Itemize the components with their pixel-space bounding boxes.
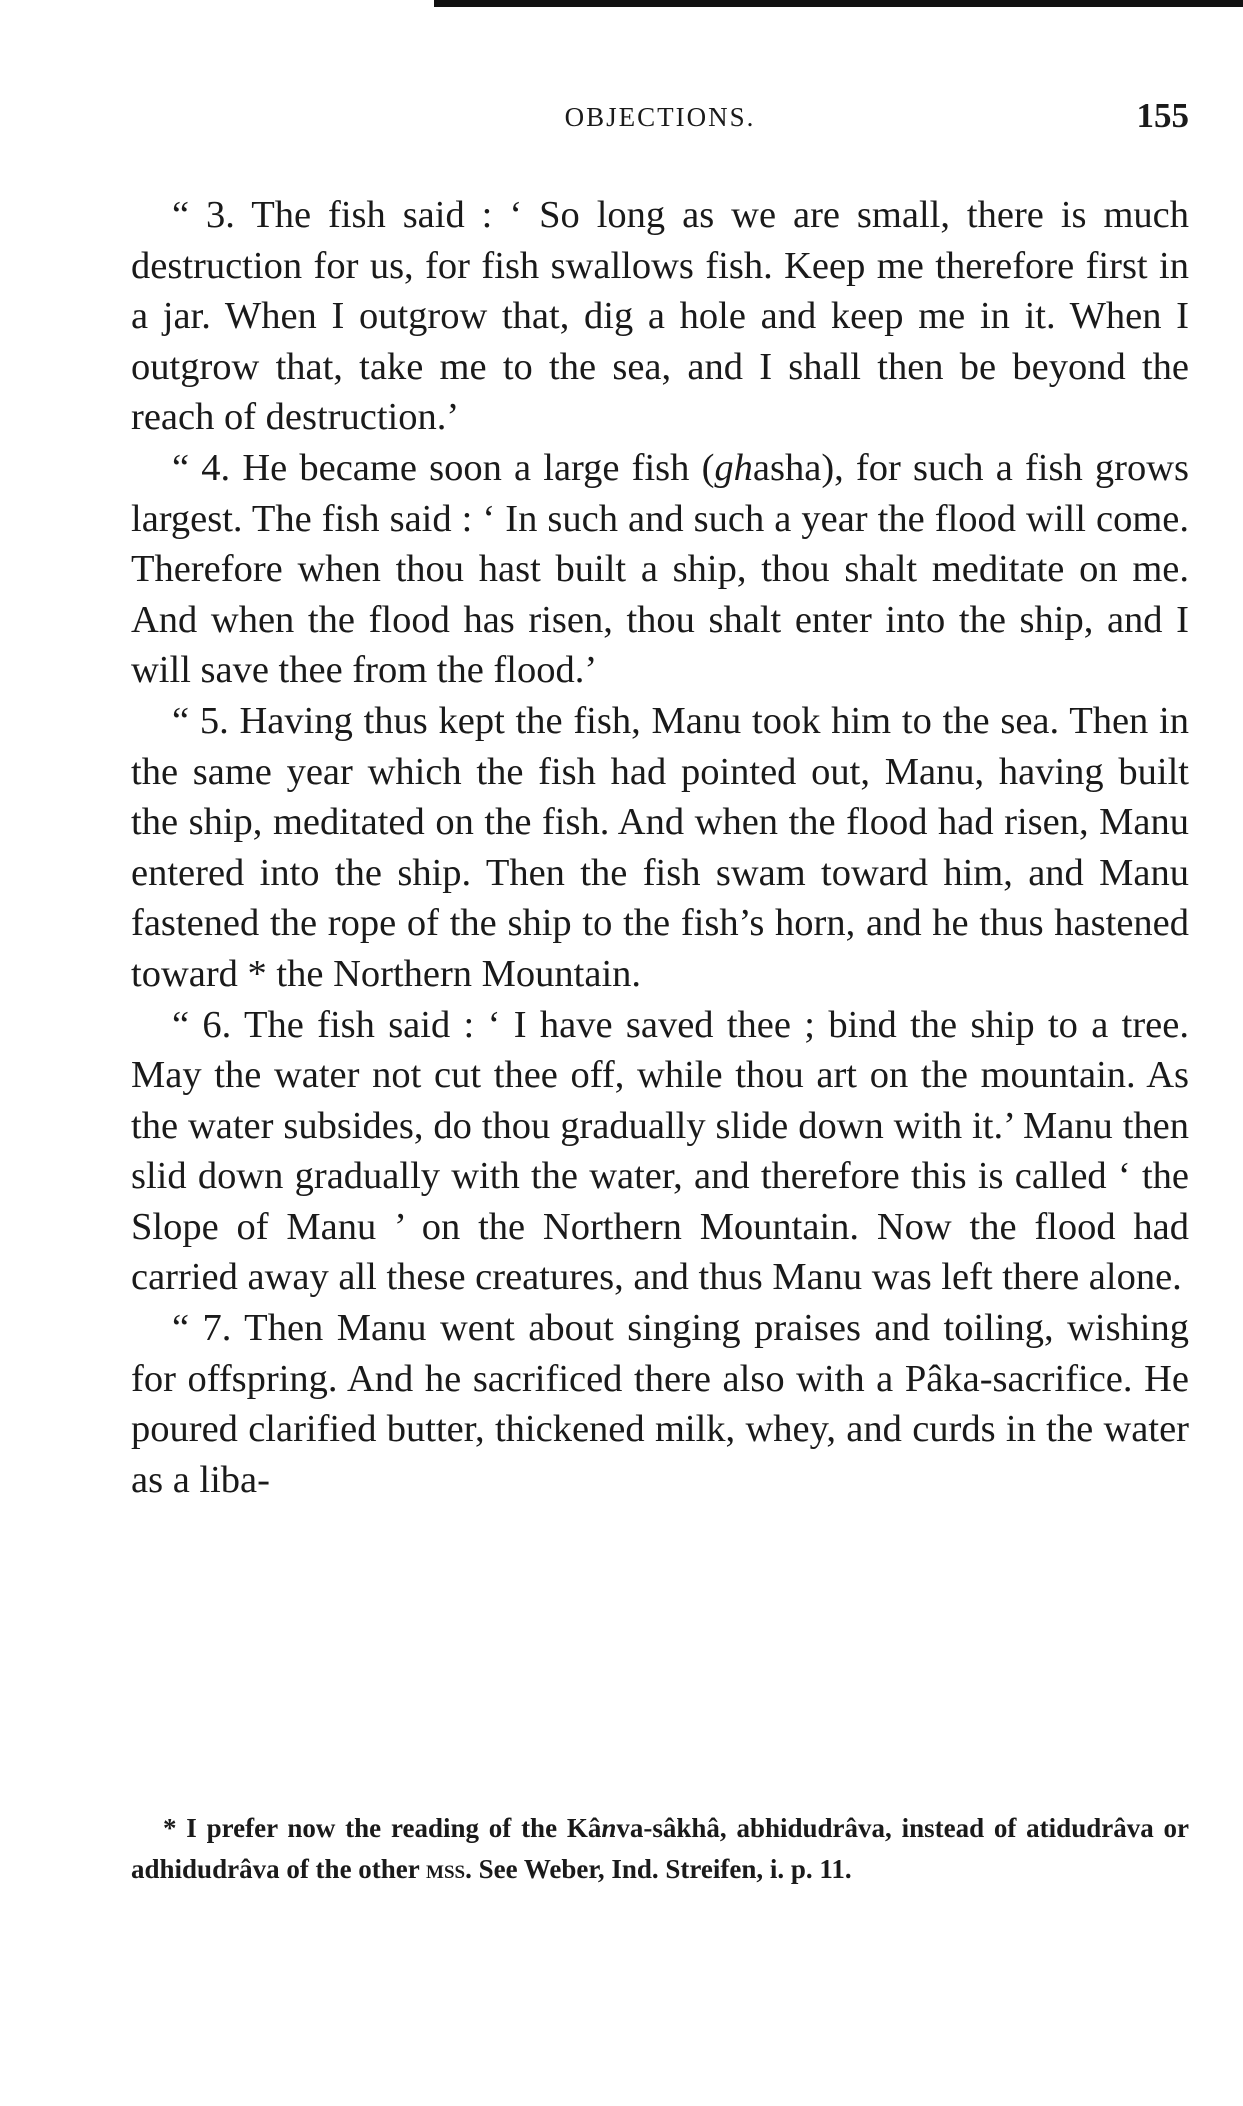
paragraph-text: Then Manu went about singing praises and toiling, wishing for offspring. And he sacrificed there also with a Pâka-sacrifice. He poured clarified butter, thickened milk, whey, and curds in the water as a liba- bbox=[131, 1307, 1189, 1501]
top-rule bbox=[434, 0, 1243, 7]
page-number: 155 bbox=[1136, 96, 1189, 135]
footnote bbox=[131, 1808, 1189, 1890]
body-text bbox=[131, 190, 1189, 1505]
italic-term: gh bbox=[714, 446, 753, 489]
paragraph-text: asha), for such a fish grows largest. The fish said : ‘ In such and such a year the flood will come. Therefore when thou hast built a ship, thou shalt meditate on me. And when the flood has risen, thou shalt enter into the ship, and I will save thee from the flood.’ bbox=[131, 446, 1190, 692]
footnote-text: See Weber, Ind. Streifen, i. p. 11. bbox=[478, 1854, 852, 1884]
paragraph-4 bbox=[131, 443, 1189, 696]
paragraph-number: “ 5. bbox=[172, 699, 229, 742]
footnote-mss: mss. bbox=[426, 1854, 472, 1884]
paragraph-text: He became soon a large fish ( bbox=[242, 446, 715, 489]
footnote-text: va-sâkhâ, abhidudrâva, instead of atidudrâva or adhidudrâva of the other bbox=[131, 1813, 1189, 1884]
footnote-italic: n bbox=[601, 1813, 617, 1843]
paragraph-text: The fish said : ‘ I have saved thee ; bind the ship to a tree. May the water not cut thee off, while thou art on the mountain. As the water subsides, do thou gradually slide down with it.’ Manu then slid down gradually with the water, and therefore this is called ‘ the Slope of Manu ’ on the Northern Mountain. Now the flood had carried away all these creatures, and thus Manu was left there alone. bbox=[131, 1003, 1189, 1299]
paragraph-3 bbox=[131, 190, 1189, 443]
paragraph-number: “ 3. bbox=[172, 194, 235, 236]
paragraph-number: “ 7. bbox=[172, 1307, 232, 1350]
paragraph-text: The fish said : ‘ So long as we are small, there is much destruction for us, for fish swallows fish. Keep me therefore first in a jar. When I outgrow that, dig a hole and keep me in it. When I outgrow that, take me to the sea, and I shall then be beyond the reach of destruction.’ bbox=[131, 194, 1189, 439]
paragraph-7 bbox=[131, 1303, 1189, 1505]
paragraph-text: Having thus kept the fish, Manu took him to the sea. Then in the same year which the fish had pointed out, Manu, having built the ship, meditated on the fish. And when the flood had risen, Manu entered into the ship. Then the fish swam toward him, and Manu fastened the rope of the ship to the fish’s horn, and he thus hastened toward * the Northern Mountain. bbox=[131, 699, 1190, 995]
paragraph-5 bbox=[131, 696, 1189, 1000]
running-title: OBJECTIONS. bbox=[564, 102, 756, 132]
paragraph-6 bbox=[131, 1000, 1189, 1304]
running-head bbox=[131, 96, 1189, 136]
footnote-text: * I prefer now the reading of the Kâ bbox=[163, 1813, 602, 1843]
paragraph-number: “ 4. bbox=[172, 446, 231, 489]
paragraph-number: “ 6. bbox=[172, 1003, 232, 1046]
